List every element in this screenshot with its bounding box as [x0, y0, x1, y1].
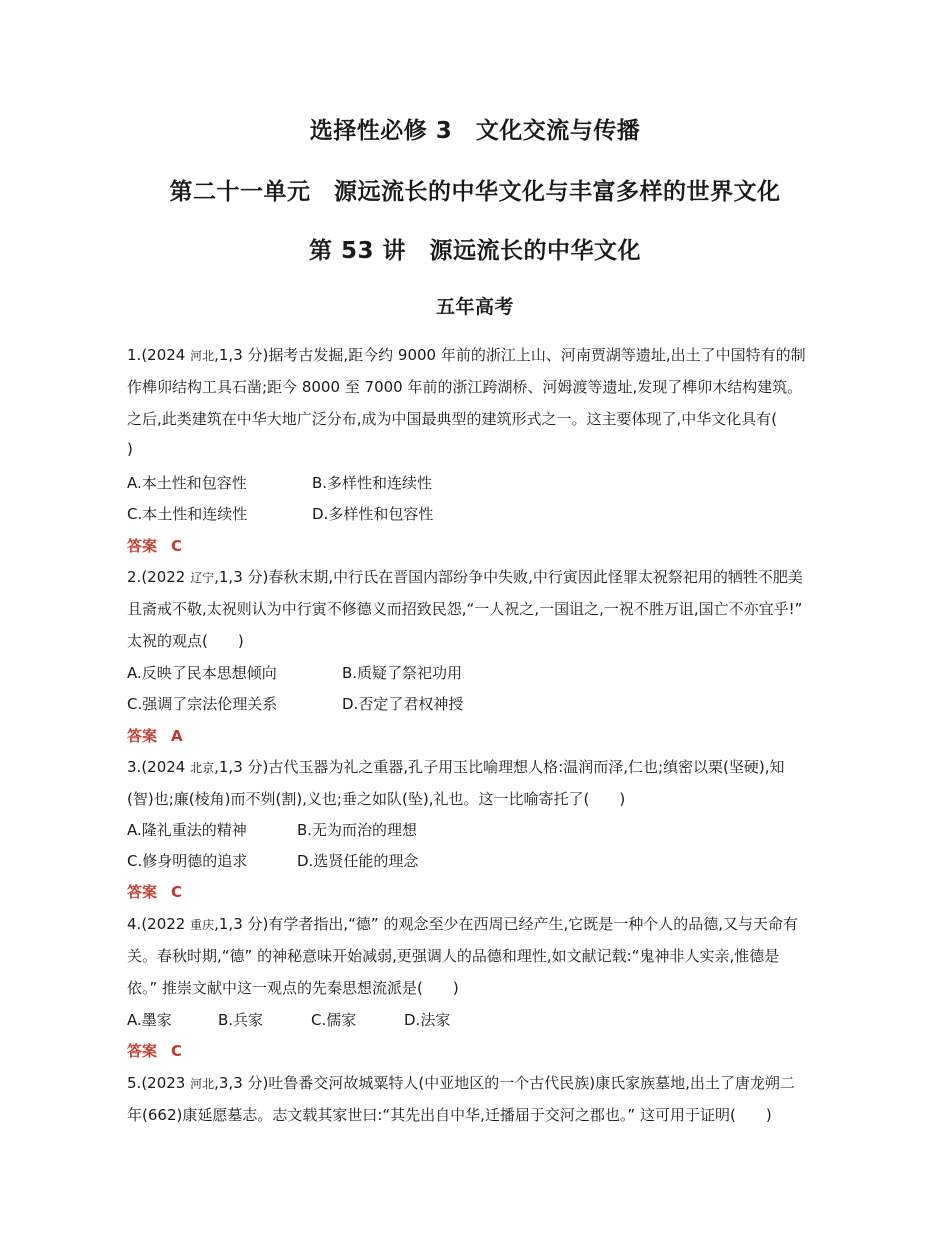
q3-stem-2: (智)也;廉(棱角)而不刿(割),义也;垂之如队(坠),礼也。这一比喻寄托了( ) [127, 790, 626, 808]
q5-number: 5. [127, 1074, 142, 1092]
q3-answer [127, 881, 182, 902]
q4-stem-2: 关。春秋时期,“德” 的神秘意味开始减弱,更强调人的品德和理性,如文献记载:“鬼神非人实亲,惟德是 [127, 947, 780, 965]
q1-stem-3: 之后,此类建筑在中华大地广泛分布,成为中国最典型的建筑形式之一。这主要体现了,中华文化具有( [127, 410, 778, 428]
q2-source-open: (2022 [141, 568, 191, 586]
q1-line-1 [127, 344, 806, 365]
q1-answer-value: C [171, 537, 183, 555]
q5-stem-1: 吐鲁番交河故城粟特人(中亚地区的一个古代民族)康氏家族墓地,出土了唐龙朔二 [268, 1074, 795, 1092]
q2-source-close: ,1,3 分) [214, 568, 269, 586]
q3-option-c: C.修身明德的追求 [127, 852, 248, 870]
q1-stem-4: ) [127, 440, 133, 458]
q3-option-b: B.无为而治的理想 [297, 821, 418, 839]
module-title: 选择性必修 3 文化交流与传播 [309, 118, 641, 144]
q2-option-a: A.反映了民本思想倾向 [127, 664, 277, 682]
q3-line-1 [127, 756, 785, 777]
q4-option-a: A.墨家 [127, 1011, 172, 1029]
q1-number: 1. [127, 346, 142, 364]
q4-answer [127, 1040, 182, 1061]
q3-option-a: A.隆礼重法的精神 [127, 821, 247, 839]
q1-answer [127, 535, 182, 556]
q1-source-open: (2024 [141, 346, 191, 364]
q4-stem-3: 依。” 推崇文献中这一观点的先秦思想流派是( ) [127, 979, 459, 997]
q2-stem-1: 春秋末期,中行氏在晋国内部纷争中失败,中行寅因此怪罪太祝祭祀用的牺牲不肥美 [268, 568, 803, 586]
q1-source-region: 河北 [190, 349, 215, 363]
q2-options-row-1 [127, 662, 462, 683]
q2-option-b: B.质疑了祭祀功用 [342, 664, 463, 682]
q2-option-c: C.强调了宗法伦理关系 [127, 695, 278, 713]
q2-stem-3: 太祝的观点( ) [127, 632, 244, 650]
q1-option-a: A.本土性和包容性 [127, 474, 247, 492]
q2-source-region: 辽宁 [190, 571, 215, 585]
q2-answer-label: 答案 [127, 727, 158, 745]
q4-number: 4. [127, 915, 142, 933]
q2-answer-value: A [171, 727, 183, 745]
q4-option-c: C.儒家 [311, 1011, 357, 1029]
q3-options-row-2 [127, 850, 418, 871]
q1-option-b: B.多样性和连续性 [312, 474, 433, 492]
q4-option-b: B.兵家 [218, 1011, 264, 1029]
q3-number: 3. [127, 758, 142, 776]
q4-source-region: 重庆 [190, 918, 215, 932]
q2-answer [127, 725, 183, 746]
q3-answer-label: 答案 [127, 883, 158, 901]
q1-source-close: ,1,3 分) [214, 346, 269, 364]
q2-number: 2. [127, 568, 142, 586]
q4-answer-value: C [171, 1042, 183, 1060]
q3-source-close: ,1,3 分) [214, 758, 269, 776]
q1-option-d: D.多样性和包容性 [312, 505, 434, 523]
q3-option-d: D.选贤任能的理念 [297, 852, 419, 870]
q2-options-row-2 [127, 693, 463, 714]
q4-options-row [127, 1009, 450, 1030]
q5-line-1 [127, 1072, 795, 1093]
q4-line-1 [127, 913, 798, 934]
q1-options-row-2 [127, 503, 433, 524]
q3-source-region: 北京 [190, 761, 215, 775]
q2-line-1 [127, 566, 803, 587]
q1-stem-2: 作榫卯结构工具石凿;距今 8000 至 7000 年前的浙江跨湖桥、河姆渡等遗址,发现了榫卯木结构建筑。 [127, 378, 803, 396]
q1-options-row-1 [127, 472, 432, 493]
q3-answer-value: C [171, 883, 183, 901]
q5-source-close: ,3,3 分) [214, 1074, 269, 1092]
q3-options-row-1 [127, 819, 417, 840]
q1-stem-1: 据考古发掘,距今约 9000 年前的浙江上山、河南贾湖等遗址,出土了中国特有的制 [268, 346, 806, 364]
q3-stem-1: 古代玉器为礼之重器,孔子用玉比喻理想人格:温润而泽,仁也;缜密以栗(坚硬),知 [268, 758, 785, 776]
q3-source-open: (2024 [141, 758, 191, 776]
section-title: 五年高考 [435, 296, 514, 318]
q5-stem-2: 年(662)康延愿墓志。志文载其家世曰:“其先出自中华,迁播届于交河之郡也。” 这可用于证明( ) [127, 1106, 772, 1124]
q2-option-d: D.否定了君权神授 [342, 695, 464, 713]
q2-stem-2: 且斋戒不敬,太祝则认为中行寅不修德义而招致民怨,“一人祝之,一国诅之,一祝不胜万诅,国亡不亦宜乎!” [127, 600, 803, 618]
q4-option-d: D.法家 [404, 1011, 451, 1029]
q4-answer-label: 答案 [127, 1042, 158, 1060]
q1-answer-label: 答案 [127, 537, 158, 555]
q4-source-close: ,1,3 分) [214, 915, 269, 933]
q5-source-region: 河北 [190, 1077, 215, 1091]
q5-source-open: (2023 [141, 1074, 191, 1092]
q4-stem-1: 有学者指出,“德” 的观念至少在西周已经产生,它既是一种个人的品德,又与天命有 [268, 915, 798, 933]
q1-option-c: C.本土性和连续性 [127, 505, 248, 523]
lecture-title: 第 53 讲 源远流长的中华文化 [308, 238, 642, 264]
unit-title: 第二十一单元 源远流长的中华文化与丰富多样的世界文化 [169, 179, 781, 205]
q4-source-open: (2022 [141, 915, 191, 933]
